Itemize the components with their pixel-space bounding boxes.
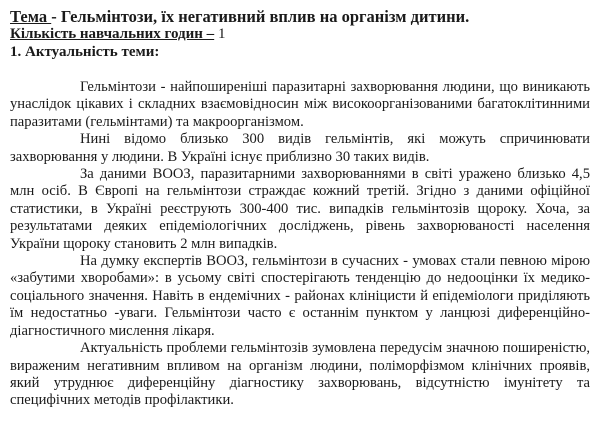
paragraph: Актуальність проблеми гельмінтозів зумовлена передусім значною поширеністю, вираженим негативним впливом на організм людини, поліморфізмом клінічних проявів, який утруднює диференційну діагностику захворювань, відсутністю імунітету та специфічних методів профілактики. [10, 340, 590, 409]
hours-value: 1 [214, 26, 226, 42]
hours-line [10, 26, 590, 44]
topic-label: Тема [10, 7, 52, 26]
hours-label: Кількість навчальних годин – [10, 26, 215, 42]
topic-separator: - [51, 7, 61, 26]
topic-line [10, 8, 590, 26]
paragraph: Гельмінтози - найпоширеніші паразитарні захворювання людини, що виникають унаслідок цікавих і складних взаємовідносин між високоорганізованими багатоклітинними паразитами (гельмінтами) та макроорганізмом. [10, 79, 590, 130]
paragraph: За даними ВООЗ, паразитарними захворюваннями в світі уражено близько 4,5 млн осіб. В Європі на гельмінтози страждає кожний третій. Згідно з даними офіційної статистики, в Україні реєструють 300-400 тис. випадків гельмінтозів щороку. Хоча, за результатами деяких епідеміологічних досліджень, рівень захворюваності населення України щороку становить 2 млн випадків. [10, 166, 590, 252]
paragraph: На думку експертів ВООЗ, гельмінтози в сучасних - умовах стали певною мірою «забутими хворобами»: в усьому світі спостерігають тенденцію до недооцінки їх медико-соціального значення. Навіть в ендемічних - районах клініцисти й епідеміологи приділяють їм недостатньо -уваги. Гельмінтози часто є останнім пунктом у ланцюзі диференційно-діагностичного мислення лікаря. [10, 253, 590, 339]
paragraph: Нині відомо близько 300 видів гельмінтів, які можуть спричинювати захворювання у людини. В Україні існує приблизно 30 таких видів. [10, 131, 590, 165]
blank-line [10, 61, 590, 79]
section-heading: 1. Актуальність теми: [10, 43, 160, 60]
topic-title: Гельмінтози, їх негативний вплив на організм дитини. [60, 7, 470, 26]
body-text [10, 79, 590, 410]
